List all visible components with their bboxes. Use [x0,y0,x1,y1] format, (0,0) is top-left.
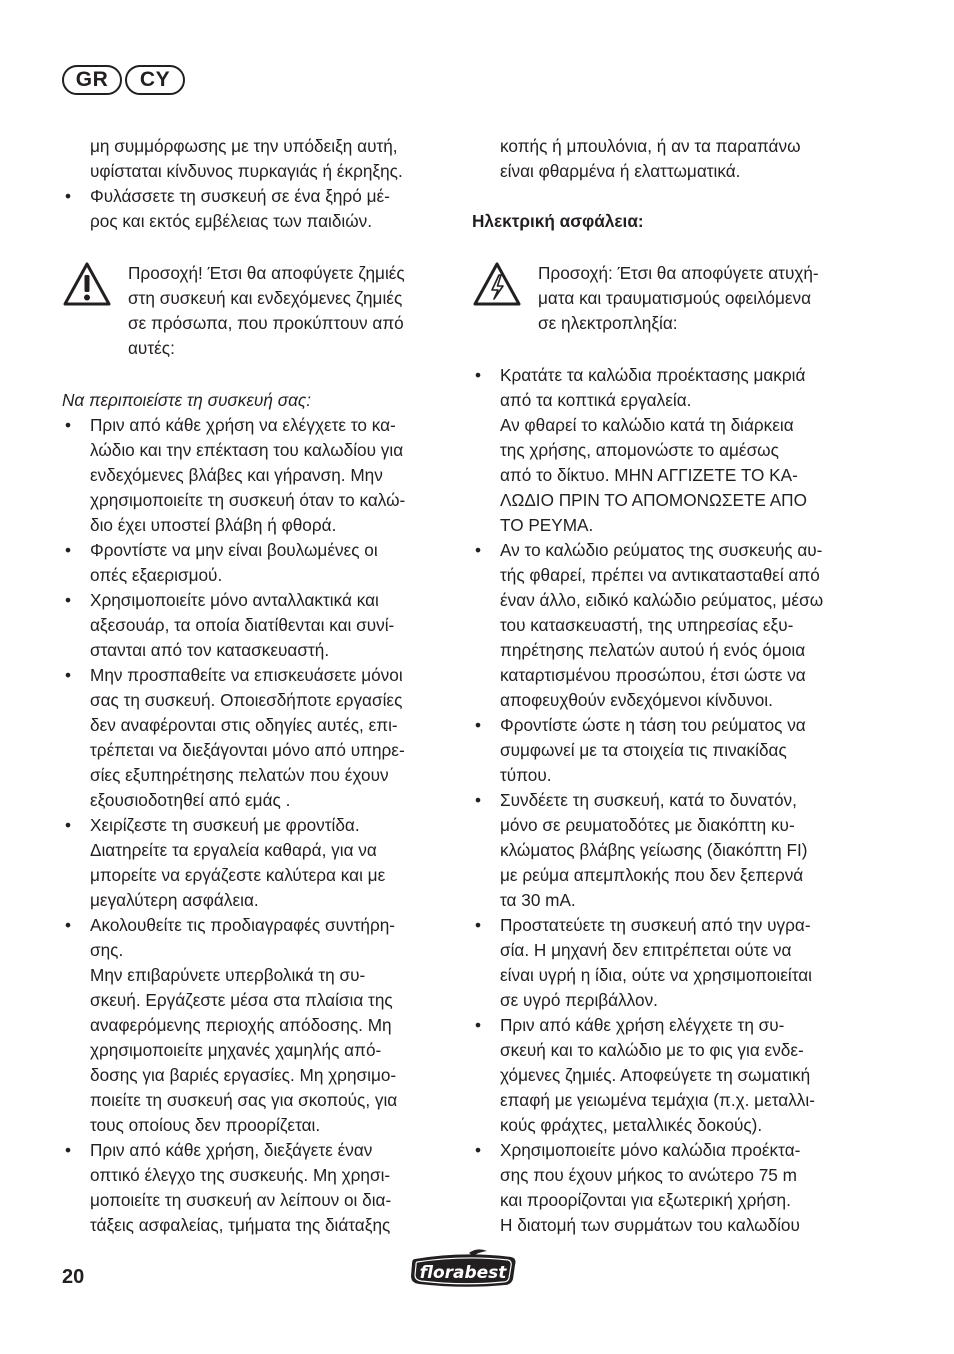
bullet-store-device: • Φυλάσσετε τη συσκευή σε ένα ξηρό μέ- ρος και εκτός εμβέλειας των παιδιών. [62,184,448,234]
left-bullet: • Πριν από κάθε χρήση, διεξάγετε έναν οπτικό έλεγχο της συσκευής. Μη χρησι- μοποιείτε τη συσκευή αν λείπουν οι δια- τάξεις ασφαλείας, τμήματα της διάταξης [62,1138,448,1238]
general-warning-text: Προσοχή! Έτσι θα αποφύγετε ζημιές στη συσκευή και ενδεχόμενες ζημιές σε πρόσωπα, που προκύπτουν από αυτές: [128,263,405,358]
florabest-logo [407,1249,519,1289]
right-bullet: • Φροντίστε ώστε η τάση του ρεύματος να συμφωνεί με τα στοιχεία τις πινακίδας τύπου. [472,713,858,788]
language-badge-cy: CY [125,65,185,95]
right-bullet: • Συνδέετε τη συσκευή, κατά το δυνατόν, μόνο σε ρευματοδότες με διακόπτη κυ- κλώματος βλάβης γείωσης (διακόπτη FI) με ρεύμα απεμπλοκής που δεν ξεπερνά τα 30 mA. [472,788,858,913]
left-bullet: • Χειρίζεστε τη συσκευή με φροντίδα. Διατηρείτε τα εργαλεία καθαρά, για να μπορείτε να εργάζεστε καλύτερα και με μεγαλύτερη ασφάλεια. [62,813,448,913]
electrical-warning-text: Προσοχή: Έτσι θα αποφύγετε ατυχή- ματα και τραυματισμούς οφειλόμενα σε ηλεκτροπληξία: [538,263,819,333]
left-intro: μη συμμόρφωσης με την υπόδειξη αυτή, υφίσταται κίνδυνος πυρκαγιάς ή έκρηξης. [90,136,403,181]
left-bullet: • Χρησιμοποιείτε μόνο ανταλλακτικά και αξεσουάρ, τα οποία διατίθενται και συνί- στανται από τον κατασκευαστή. [62,588,448,663]
electrical-safety-heading: Ηλεκτρική ασφάλεια: [472,211,644,231]
left-bullet: • Ακολουθείτε τις προδιαγραφές συντήρη- σης. Μην επιβαρύνετε υπερβολικά τη συ- σκευή. Εργάζεστε μέσα στα πλαίσια της αναφερόμενης περιοχής απόδοσης. Μη χρησιμοποιείτε μηχανές χαμηλής από- δοσης για βαριές εργασίες. Μη χρησιμο- ποιείτε τη συσκευή σας για σκοπούς, για τους οποίους δεν προορίζεται. [62,913,448,1138]
right-bullet: • Χρησιμοποιείτε μόνο καλώδια προέκτα- σης που έχουν μήκος το ανώτερο 75 m και προορίζονται για εξωτερική χρήση. Η διατομή των συρμάτων του καλωδίου [472,1138,858,1238]
right-bullet: • Πριν από κάθε χρήση ελέγχετε τη συ- σκευή και το καλώδιο με το φις για ενδε- χόμενες ζημιές. Αποφεύγετε τη σωματική επαφή με γειωμένα τεμάχια (π.χ. μεταλλι- κούς φράχτες, μεταλλικές δοκούς). [472,1013,858,1138]
right-bullet: • Κρατάτε τα καλώδια προέκτασης μακριά από τα κοπτικά εργαλεία. Αν φθαρεί το καλώδιο κατά τη διάρκεια της χρήσης, απομονώστε το αμέσως από το δίκτυο. ΜΗΝ ΑΓΓΙΖΕΤΕ ΤΟ ΚΑ- ΛΩΔΙΟ ΠΡΙΝ ΤΟ ΑΠΟΜΟΝΩΣΕΤΕ ΑΠΟ ΤΟ ΡΕΥΜΑ. [472,363,858,538]
logo-brand-text: florabest [419,1263,507,1283]
language-badges [62,65,185,95]
language-badge-gr: GR [62,65,122,95]
right-bullet: • Προστατεύετε τη συσκευή από την υγρα- σία. Η μηχανή δεν επιτρέπεται ούτε να είναι υγρή η ίδια, ούτε να χρησιμοποιείται σε υγρό περιβάλλον. [472,913,858,1013]
left-bullet: • Πριν από κάθε χρήση να ελέγχετε το κα- λώδιο και την επέκταση του καλωδίου για ενδεχόμενες βλάβες και γήρανση. Μην χρησιμοποιείτε τη συσκευή όταν το καλώ- διο έχει υποστεί βλάβη ή φθορά. [62,413,448,538]
general-warning-block [62,261,448,361]
right-intro: κοπής ή μπουλόνια, ή αν τα παραπάνω είναι φθαρμένα ή ελαττωματικά. [500,136,801,181]
page-number: 20 [62,1266,85,1288]
right-column [472,134,858,1238]
warning-lightning-icon [472,261,538,314]
electrical-warning-block [472,261,858,336]
care-heading: Να περιποιείστε τη συσκευή σας: [62,390,312,410]
left-bullet: • Μην προσπαθείτε να επισκευάσετε μόνοι σας τη συσκευή. Οποιεσδήποτε εργασίες δεν αναφέρονται στις οδηγίες αυτές, επι- τρέπεται να διεξάγονται μόνο από υπηρε- σίες εξυπηρέτησης πελατών που έχουν εξουσιοδοτηθεί από εμάς . [62,663,448,813]
left-column [62,134,448,1238]
right-bullet: • Αν το καλώδιο ρεύματος της συσκευής αυ- τής φθαρεί, πρέπει να αντικατασταθεί από έναν άλλο, ειδικό καλώδιο ρεύματος, μέσω του κατασκευαστή, της υπηρεσίας εξυ- πηρέτησης πελατών αυτού ή ενός όμοια καταρτισμένου προσώπου, έτσι ώστε να αποφευχθούν ενδεχόμενοι κίνδυνοι. [472,538,858,713]
warning-exclamation-icon [62,261,128,314]
left-bullet: • Φροντίστε να μην είναι βουλωμένες οι οπές εξαερισμού. [62,538,448,588]
